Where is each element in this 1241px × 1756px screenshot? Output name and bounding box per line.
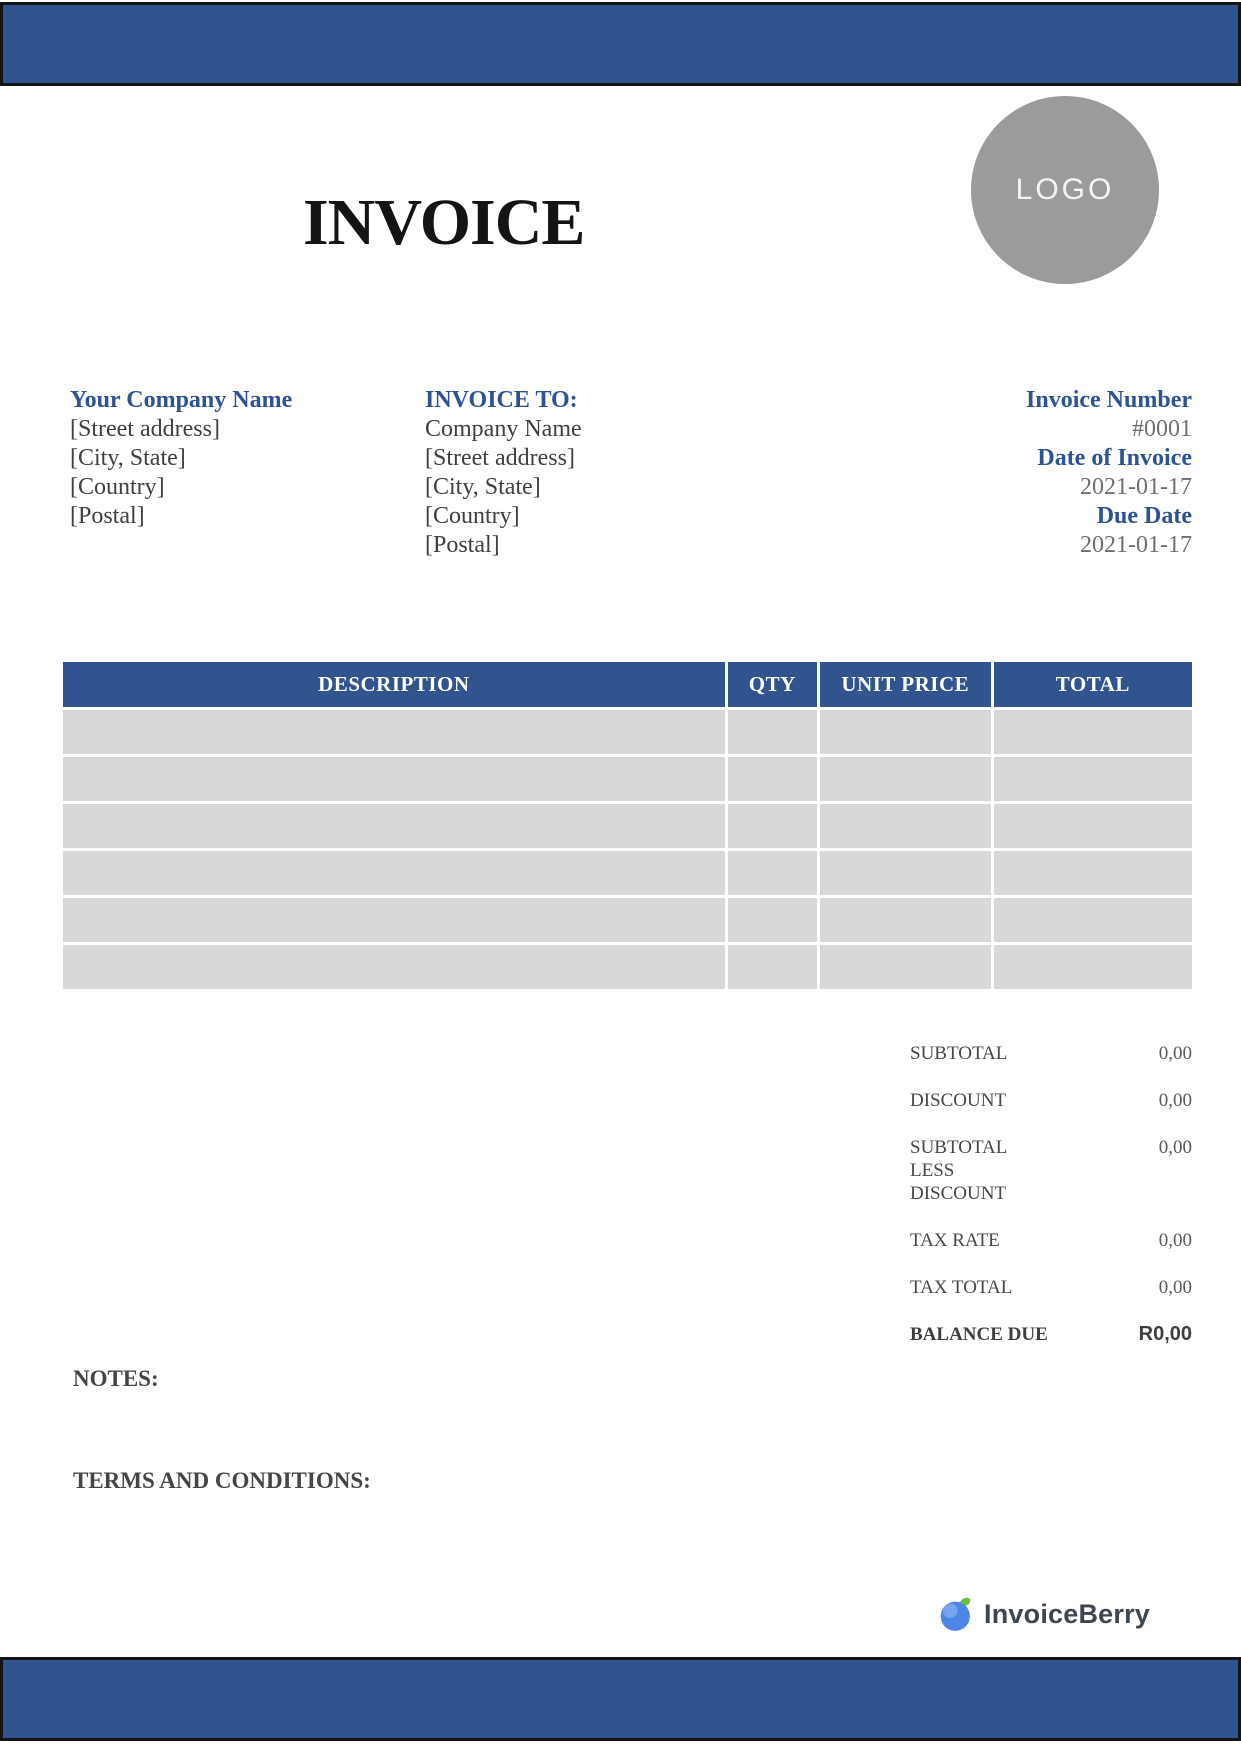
invoiceberry-brand [939, 1596, 1150, 1632]
top-banner-bar [0, 2, 1241, 86]
company-address-line: [Postal] [70, 503, 145, 529]
page-title: INVOICE [303, 186, 585, 259]
invoice-to-line: [Postal] [425, 532, 500, 558]
empty-item-cell [994, 804, 1192, 848]
invoice-meta-block [872, 386, 1192, 560]
total-value: R0,00 [1138, 1323, 1192, 1345]
meta-label-date-of-invoice: Date of Invoice [1037, 445, 1192, 471]
total-value: 0,00 [1158, 1277, 1192, 1298]
column-header-unit-price: UNIT PRICE [820, 662, 991, 707]
totals-block [910, 1042, 1192, 1370]
empty-item-cell [820, 851, 991, 895]
bottom-banner-bar [0, 1657, 1241, 1741]
meta-value-date-of-invoice: 2021-01-17 [1080, 474, 1192, 500]
total-value: 0,00 [1158, 1043, 1192, 1064]
total-label: DISCOUNT [910, 1090, 1007, 1111]
total-row-subtotal [910, 1042, 1192, 1065]
empty-item-cell [63, 945, 725, 989]
terms-label: TERMS AND CONDITIONS: [73, 1468, 371, 1493]
invoice-to-line: [Country] [425, 503, 520, 529]
company-info-block [70, 386, 400, 531]
empty-item-cell [63, 804, 725, 848]
total-label: SUBTOTAL [910, 1043, 1008, 1064]
total-label: BALANCE DUE [910, 1324, 1048, 1345]
meta-label-due-date: Due Date [1096, 503, 1192, 529]
empty-item-cell [820, 945, 991, 989]
empty-item-cell [994, 945, 1192, 989]
line-items-table [63, 662, 1192, 989]
empty-item-cell [728, 710, 817, 754]
company-address-line: [City, State] [70, 445, 186, 471]
total-row-tax-total [910, 1276, 1192, 1299]
invoice-to-lines [425, 415, 735, 560]
company-name: Your Company Name [70, 387, 293, 413]
empty-item-cell [728, 898, 817, 942]
empty-item-cell [994, 898, 1192, 942]
total-label: TAX RATE [910, 1230, 1000, 1251]
logo-placeholder [971, 96, 1159, 284]
total-row-tax-rate [910, 1229, 1192, 1252]
empty-item-cell [994, 851, 1192, 895]
empty-item-cell [63, 851, 725, 895]
column-header-qty: QTY [728, 662, 817, 707]
empty-item-cell [728, 757, 817, 801]
empty-item-cell [994, 710, 1192, 754]
meta-value-due-date: 2021-01-17 [1080, 532, 1192, 558]
empty-item-cell [63, 710, 725, 754]
company-address [70, 415, 400, 531]
invoiceberry-brand-name: InvoiceBerry [984, 1598, 1150, 1629]
company-address-line: [Street address] [70, 416, 220, 442]
total-label: SUBTOTAL LESS DISCOUNT [910, 1137, 1007, 1204]
total-label: TAX TOTAL [910, 1277, 1013, 1298]
empty-item-cell [63, 898, 725, 942]
total-value: 0,00 [1158, 1090, 1192, 1111]
total-value: 0,00 [1158, 1230, 1192, 1251]
empty-item-cell [728, 804, 817, 848]
column-header-description: DESCRIPTION [63, 662, 725, 707]
logo-placeholder-text: LOGO [1015, 173, 1115, 206]
empty-item-cell [63, 757, 725, 801]
invoice-to-line: [City, State] [425, 474, 541, 500]
total-value: 0,00 [1158, 1137, 1192, 1158]
empty-item-cell [820, 757, 991, 801]
invoice-to-line: Company Name [425, 416, 582, 442]
meta-label-invoice-number: Invoice Number [1026, 387, 1192, 413]
empty-item-cell [820, 804, 991, 848]
empty-item-cell [994, 757, 1192, 801]
invoiceberry-logo-icon [939, 1596, 975, 1632]
total-row-balance-due [910, 1323, 1192, 1346]
empty-item-cell [728, 851, 817, 895]
invoice-to-label: INVOICE TO: [425, 387, 578, 413]
empty-item-cell [820, 898, 991, 942]
empty-item-cell [820, 710, 991, 754]
notes-label: NOTES: [73, 1366, 159, 1391]
company-address-line: [Country] [70, 474, 165, 500]
invoice-to-block [425, 386, 735, 560]
meta-value-invoice-number: #0001 [1132, 416, 1192, 442]
empty-item-cell [728, 945, 817, 989]
invoice-to-line: [Street address] [425, 445, 575, 471]
column-header-total: TOTAL [994, 662, 1192, 707]
total-row-discount [910, 1089, 1192, 1112]
total-row-subtotal-less-discount [910, 1136, 1192, 1205]
